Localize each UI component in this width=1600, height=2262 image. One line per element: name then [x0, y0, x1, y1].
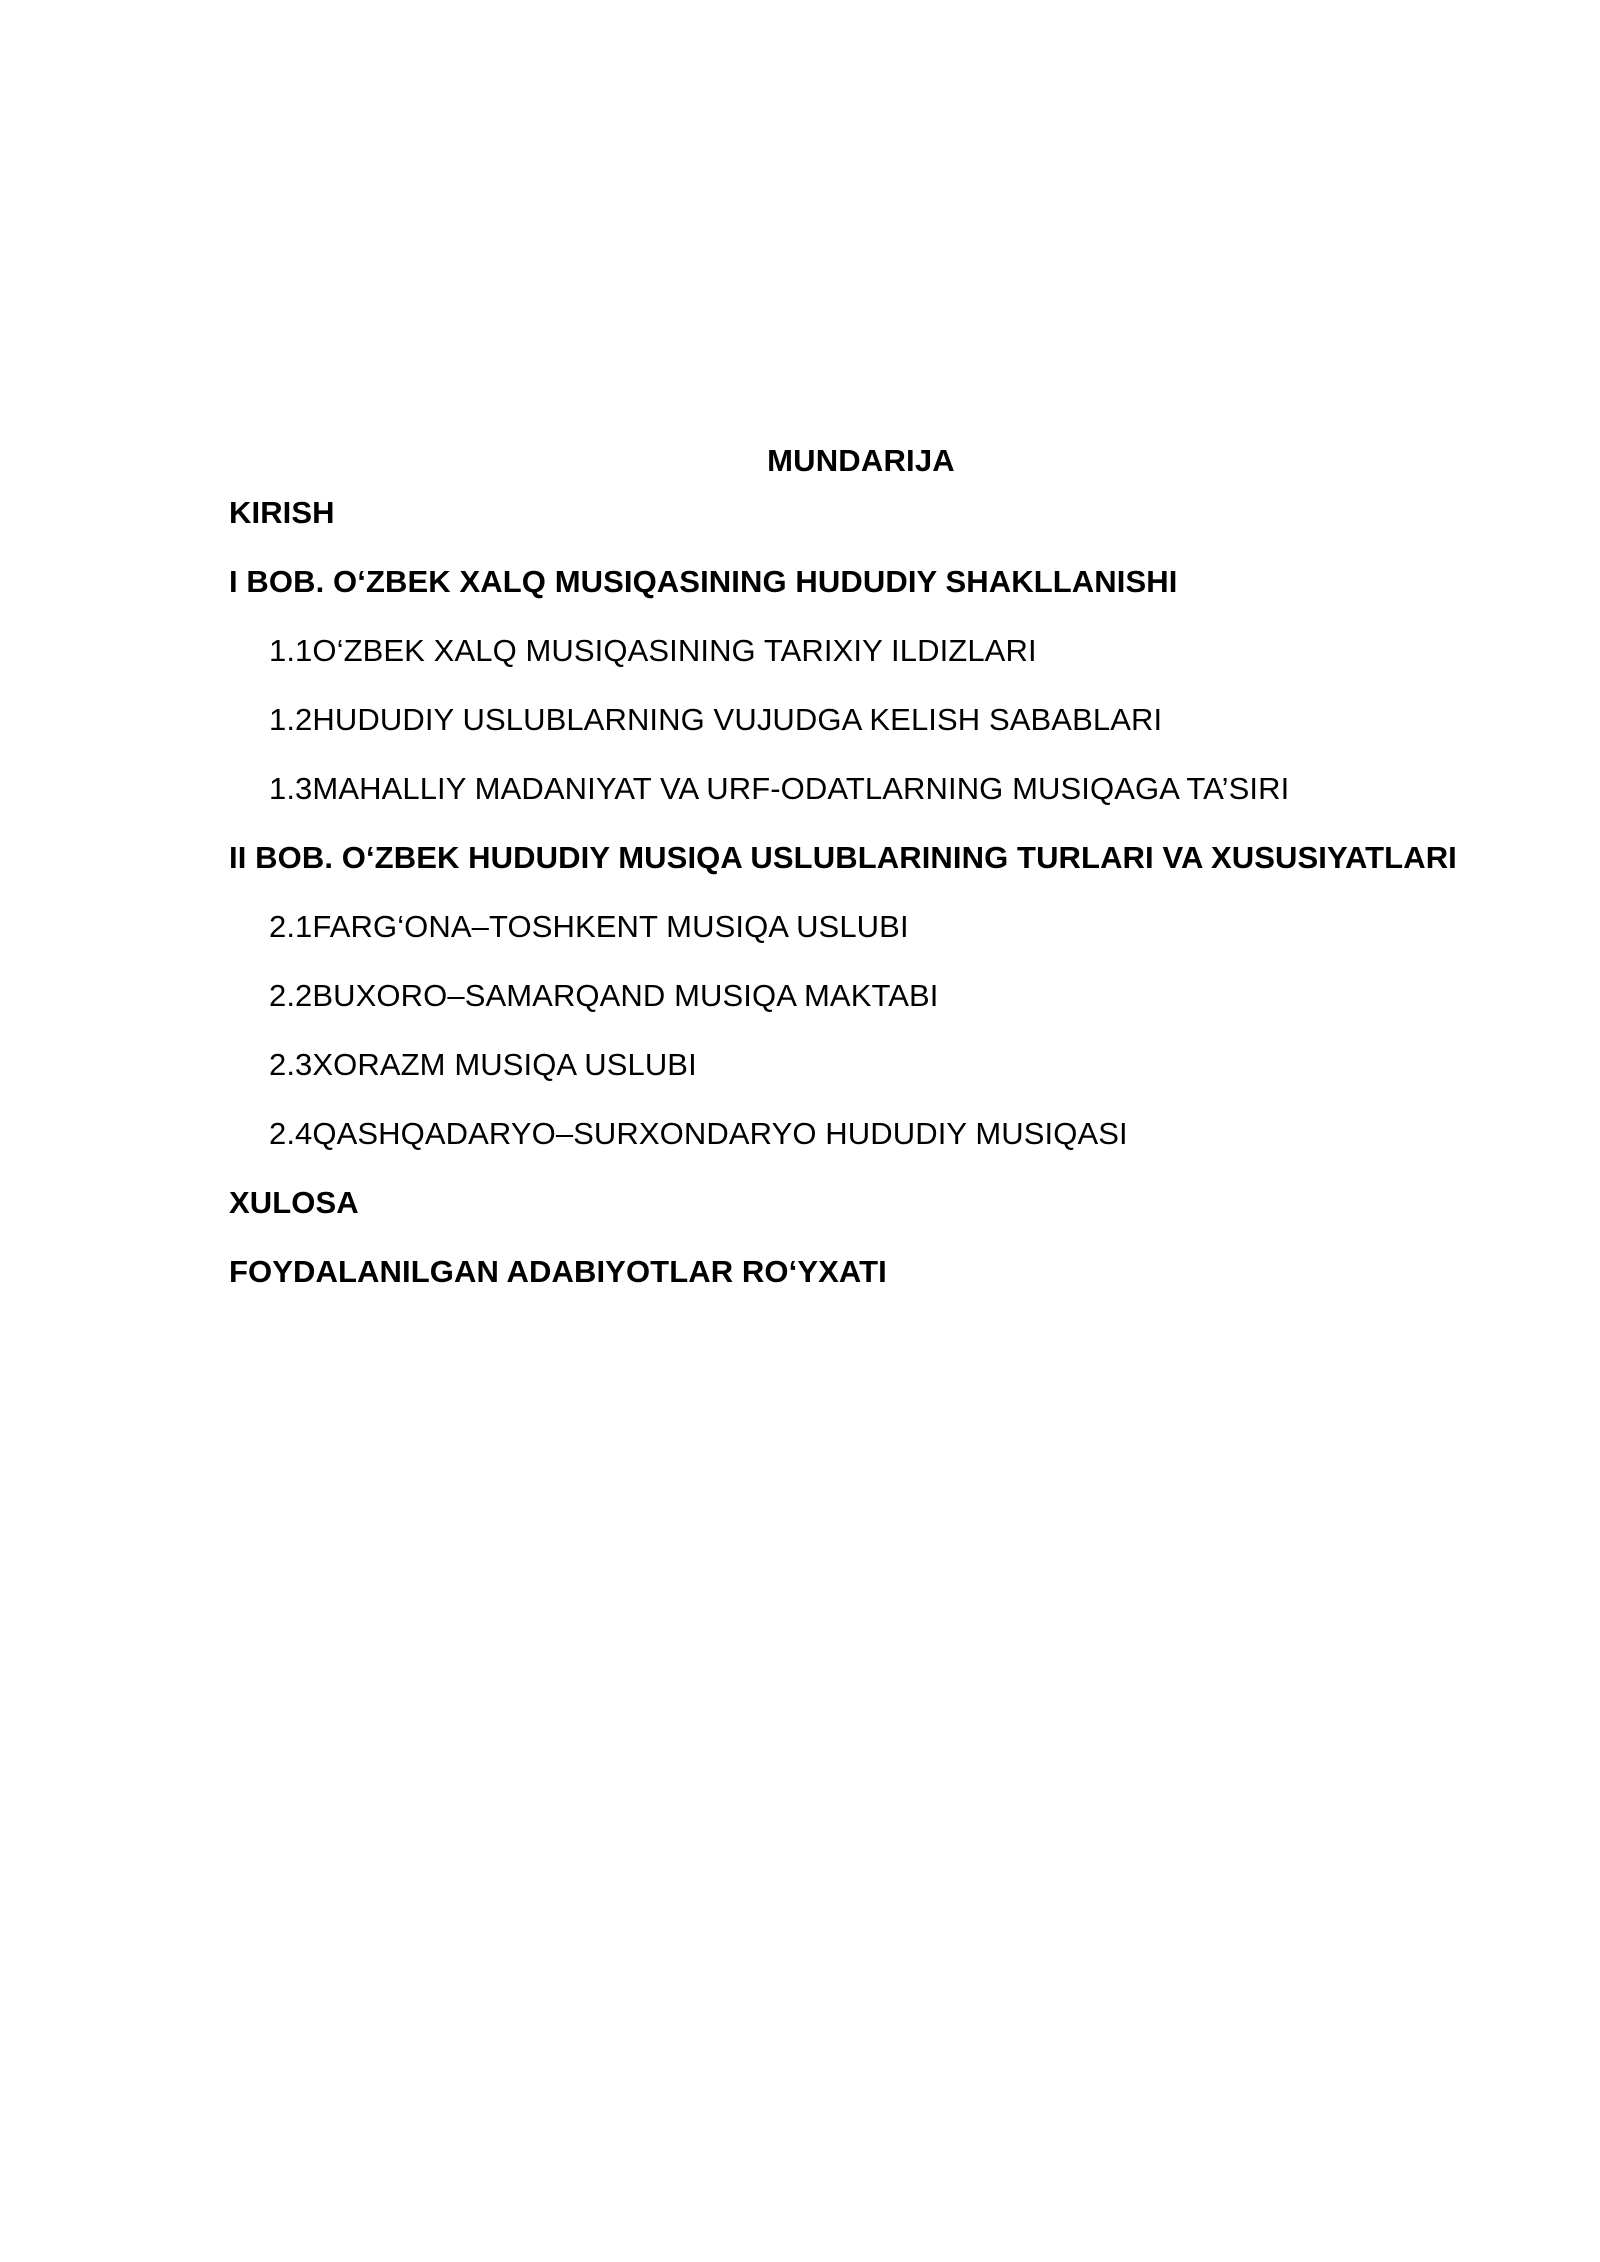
- toc-entry-section-2-2: 2.2BUXORO–SAMARQAND MUSIQA MAKTABI: [269, 978, 939, 1013]
- toc-entry-chapter-2: II BOB. O‘ZBEK HUDUDIY MUSIQA USLUBLARINING TURLARI VA XUSUSIYATLARI: [229, 840, 1457, 875]
- toc-entry-section-1-1: 1.1O‘ZBEK XALQ MUSIQASINING TARIXIY ILDIZLARI: [269, 633, 1037, 668]
- toc-entry-section-2-3: 2.3XORAZM MUSIQA USLUBI: [269, 1047, 697, 1082]
- toc-heading: [0, 441, 1600, 481]
- table-of-contents: [229, 493, 1529, 1321]
- toc-entry-section-2-1: 2.1FARG‘ONA–TOSHKENT MUSIQA USLUBI: [269, 909, 909, 944]
- toc-heading-text: MUNDARIJA: [767, 443, 955, 478]
- toc-entry-conclusion: XULOSA: [229, 1185, 359, 1220]
- toc-entry-section-1-2: 1.2HUDUDIY USLUBLARNING VUJUDGA KELISH SABABLARI: [269, 702, 1163, 737]
- toc-entry-chapter-1: I BOB. O‘ZBEK XALQ MUSIQASINING HUDUDIY SHAKLLANISHI: [229, 564, 1178, 599]
- toc-entry-section-2-4: 2.4QASHQADARYO–SURXONDARYO HUDUDIY MUSIQASI: [269, 1116, 1128, 1151]
- toc-entry-introduction: KIRISH: [229, 495, 335, 530]
- toc-entry-references: FOYDALANILGAN ADABIYOTLAR RO‘YXATI: [229, 1254, 887, 1289]
- toc-entry-section-1-3: 1.3MAHALLIY MADANIYAT VA URF-ODATLARNING MUSIQAGA TA’SIRI: [269, 771, 1290, 806]
